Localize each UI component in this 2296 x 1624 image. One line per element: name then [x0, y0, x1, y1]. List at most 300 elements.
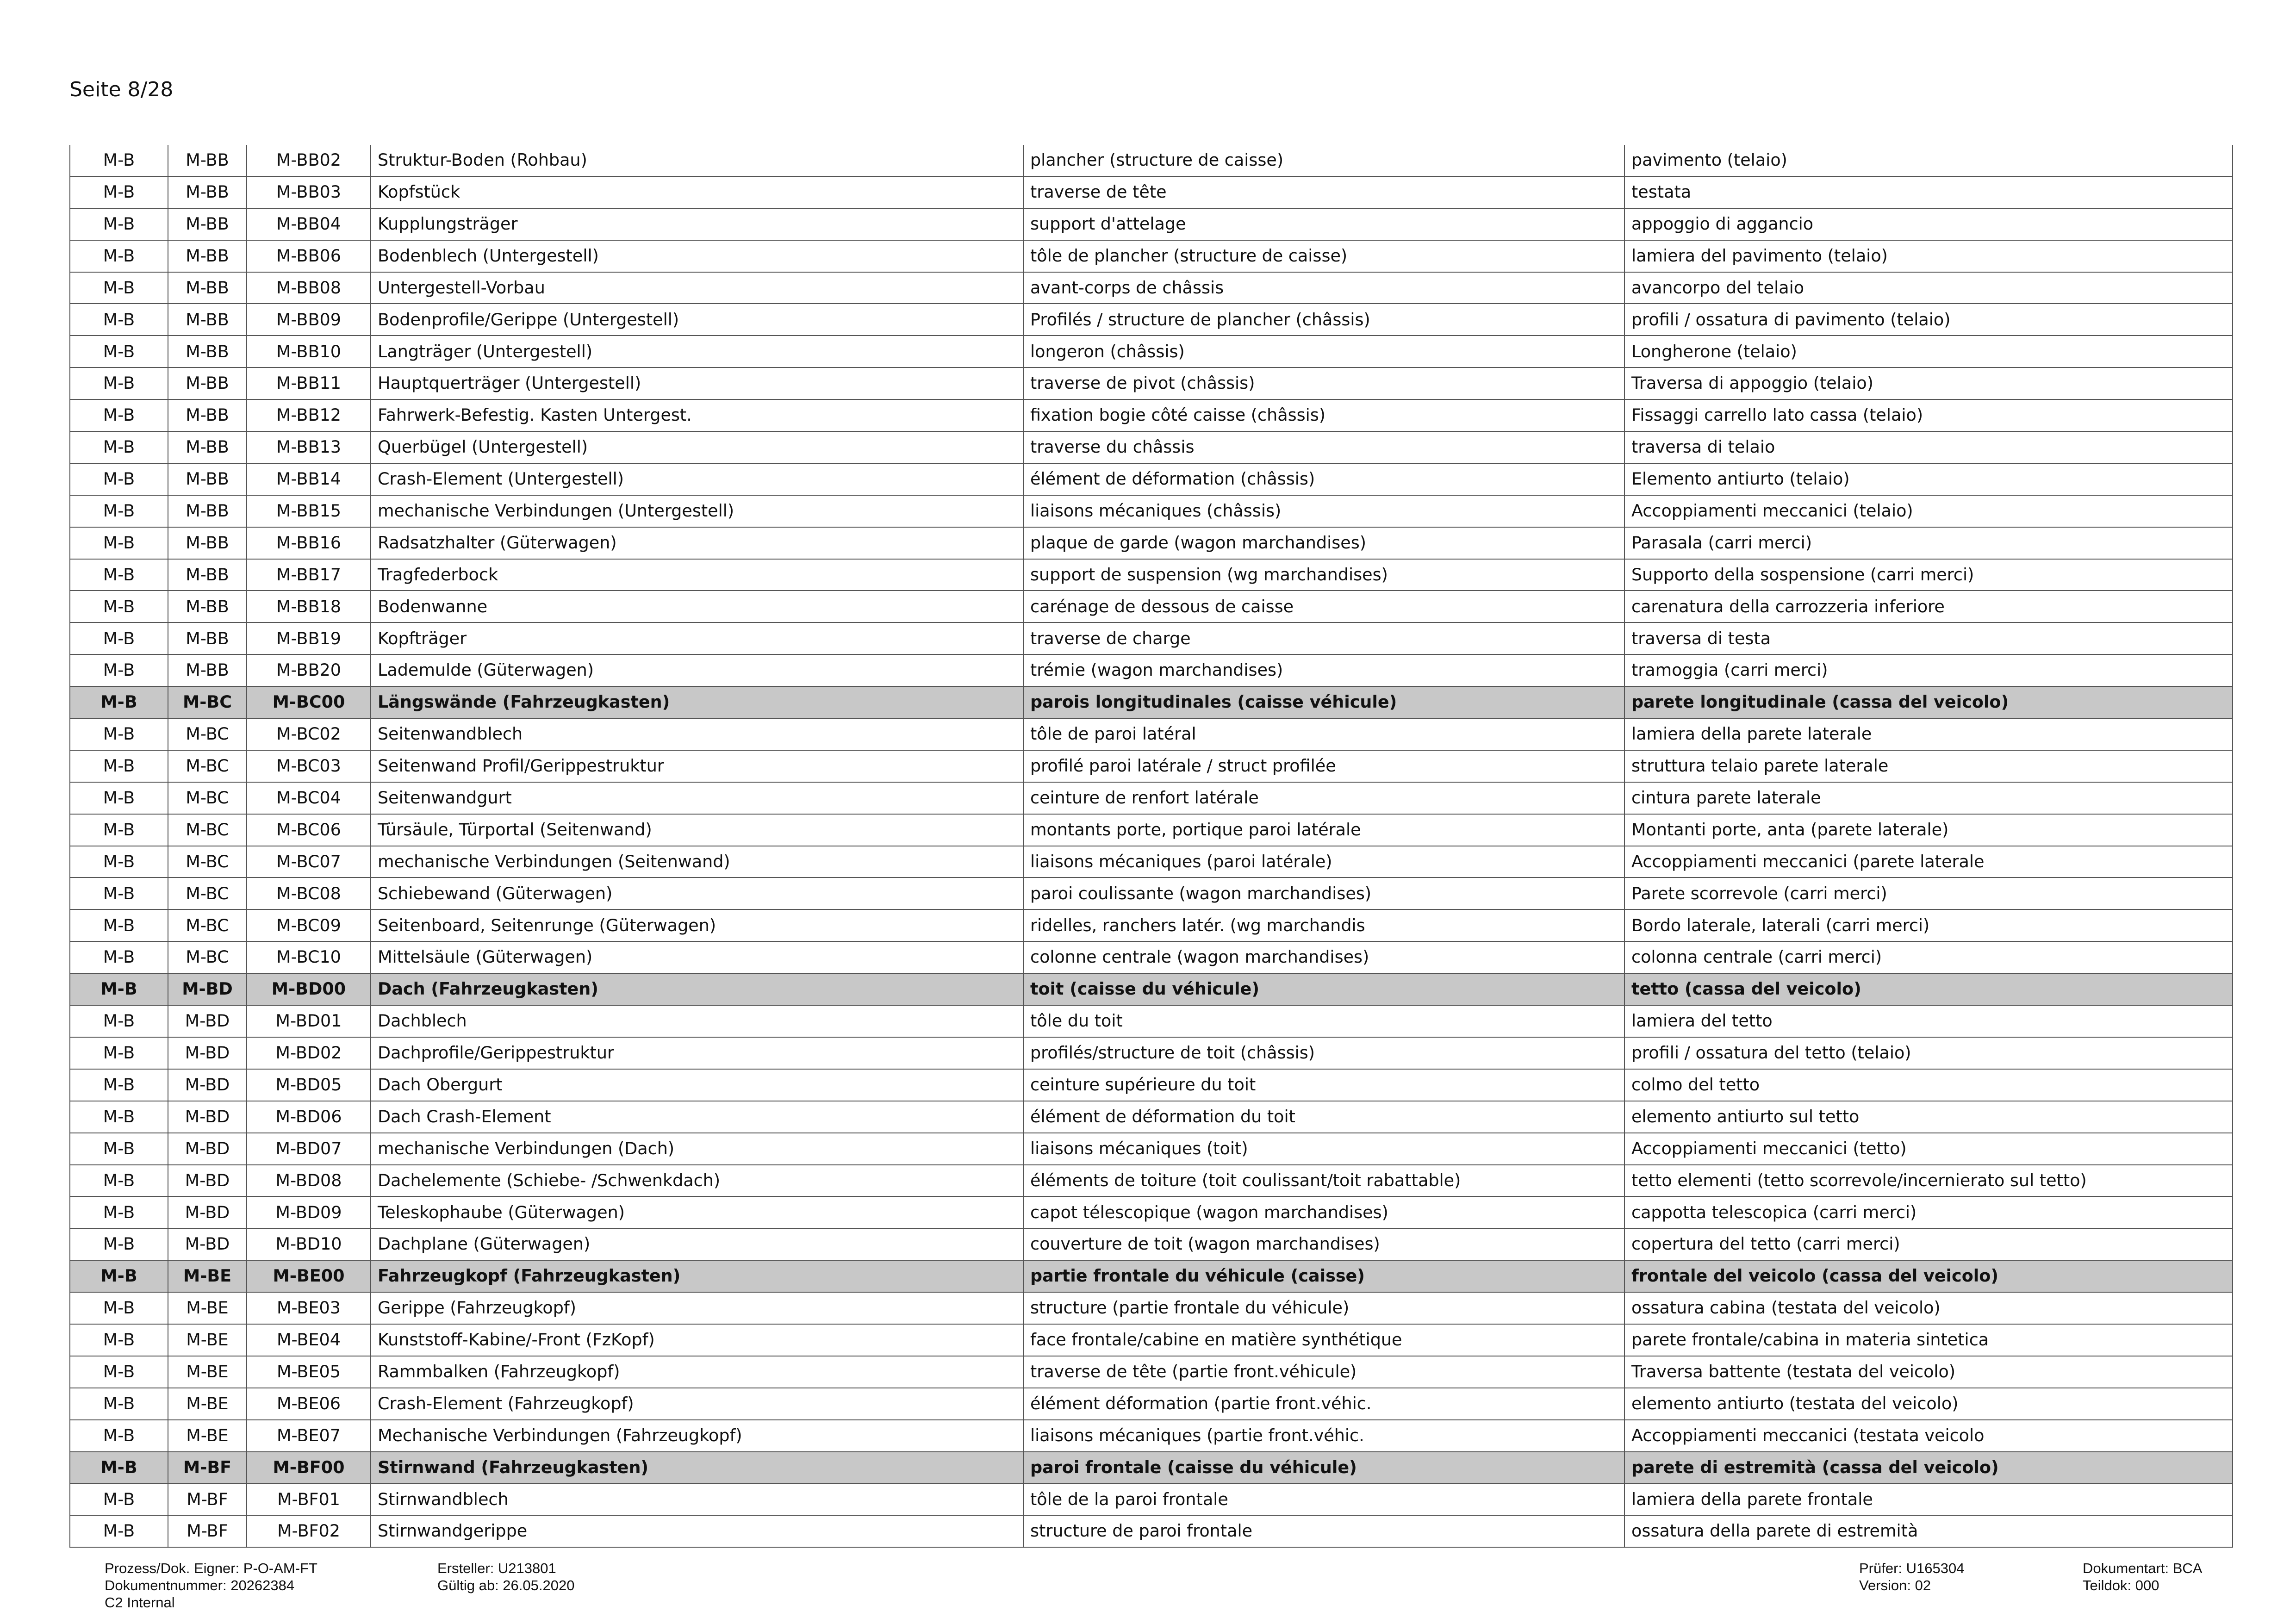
- french-term-cell: liaisons mécaniques (partie front.véhic.: [1023, 1420, 1624, 1452]
- table-group-row: [70, 686, 2233, 718]
- level2-code-cell: M-BB: [168, 399, 247, 431]
- german-term-cell: Hauptquerträger (Untergestell): [371, 367, 1023, 399]
- table-row: [70, 1292, 2233, 1324]
- level2-code-cell: M-BC: [168, 941, 247, 973]
- table-row: [70, 909, 2233, 941]
- footer-doc-type: Dokumentart: BCA: [2083, 1560, 2203, 1576]
- german-term-cell: Mechanische Verbindungen (Fahrzeugkopf): [371, 1420, 1023, 1452]
- level2-code-cell: M-BB: [168, 559, 247, 591]
- level2-code-cell: M-BB: [168, 208, 247, 240]
- level1-code-cell: M-B: [70, 654, 168, 686]
- item-code-cell: M-BB06: [247, 240, 371, 272]
- italian-term-cell: Accoppiamenti meccanici (tetto): [1624, 1133, 2233, 1165]
- french-term-cell: élément de déformation du toit: [1023, 1101, 1624, 1133]
- level2-code-cell: M-BD: [168, 973, 247, 1005]
- table-row: [70, 1324, 2233, 1356]
- table-row: [70, 1133, 2233, 1165]
- level2-code-cell: M-BC: [168, 846, 247, 878]
- footer-valid-from: Gültig ab: 26.05.2020: [437, 1577, 575, 1593]
- level1-code-cell: M-B: [70, 1292, 168, 1324]
- german-term-cell: Stirnwandgerippe: [371, 1515, 1023, 1547]
- footer-creator: Ersteller: U213801: [437, 1560, 556, 1576]
- italian-term-cell: copertura del tetto (carri merci): [1624, 1228, 2233, 1260]
- level1-code-cell: M-B: [70, 495, 168, 527]
- item-code-cell: M-BD01: [247, 1005, 371, 1037]
- french-term-cell: ceinture supérieure du toit: [1023, 1069, 1624, 1101]
- italian-term-cell: Traversa di appoggio (telaio): [1624, 367, 2233, 399]
- italian-term-cell: lamiera del pavimento (telaio): [1624, 240, 2233, 272]
- german-term-cell: Mittelsäule (Güterwagen): [371, 941, 1023, 973]
- footer-owner: Prozess/Dok. Eigner: P-O-AM-FT: [105, 1560, 317, 1576]
- level1-code-cell: M-B: [70, 176, 168, 208]
- item-code-cell: M-BB19: [247, 622, 371, 654]
- french-term-cell: face frontale/cabine en matière synthétique: [1023, 1324, 1624, 1356]
- french-term-cell: élément de déformation (châssis): [1023, 463, 1624, 495]
- german-term-cell: Schiebewand (Güterwagen): [371, 877, 1023, 909]
- level2-code-cell: M-BB: [168, 176, 247, 208]
- italian-term-cell: elemento antiurto sul tetto: [1624, 1101, 2233, 1133]
- italian-term-cell: pavimento (telaio): [1624, 145, 2233, 176]
- table-row: [70, 654, 2233, 686]
- item-code-cell: M-BE06: [247, 1388, 371, 1420]
- level1-code-cell: M-B: [70, 941, 168, 973]
- item-code-cell: M-BE07: [247, 1420, 371, 1452]
- italian-term-cell: parete di estremità (cassa del veicolo): [1624, 1452, 2233, 1484]
- italian-term-cell: carenatura della carrozzeria inferiore: [1624, 591, 2233, 622]
- italian-term-cell: tetto elementi (tetto scorrevole/incernierato sul tetto): [1624, 1165, 2233, 1197]
- level2-code-cell: M-BF: [168, 1452, 247, 1484]
- table-group-row: [70, 1452, 2233, 1484]
- table-row: [70, 1165, 2233, 1197]
- level1-code-cell: M-B: [70, 1483, 168, 1515]
- level2-code-cell: M-BE: [168, 1324, 247, 1356]
- italian-term-cell: avancorpo del telaio: [1624, 272, 2233, 304]
- italian-term-cell: lamiera della parete frontale: [1624, 1483, 2233, 1515]
- table-row: [70, 1005, 2233, 1037]
- level1-code-cell: M-B: [70, 304, 168, 336]
- item-code-cell: M-BB12: [247, 399, 371, 431]
- level2-code-cell: M-BE: [168, 1420, 247, 1452]
- level2-code-cell: M-BF: [168, 1483, 247, 1515]
- french-term-cell: trémie (wagon marchandises): [1023, 654, 1624, 686]
- item-code-cell: M-BB08: [247, 272, 371, 304]
- german-term-cell: Dach (Fahrzeugkasten): [371, 973, 1023, 1005]
- italian-term-cell: elemento antiurto (testata del veicolo): [1624, 1388, 2233, 1420]
- item-code-cell: M-BB10: [247, 336, 371, 367]
- level1-code-cell: M-B: [70, 1133, 168, 1165]
- level1-code-cell: M-B: [70, 145, 168, 176]
- level1-code-cell: M-B: [70, 1228, 168, 1260]
- french-term-cell: élément déformation (partie front.véhic.: [1023, 1388, 1624, 1420]
- level1-code-cell: M-B: [70, 1069, 168, 1101]
- footer-classification: C2 Internal: [105, 1594, 175, 1611]
- table-row: [70, 1515, 2233, 1547]
- french-term-cell: tôle du toit: [1023, 1005, 1624, 1037]
- french-term-cell: ceinture de renfort latérale: [1023, 782, 1624, 814]
- level1-code-cell: M-B: [70, 909, 168, 941]
- item-code-cell: M-BB09: [247, 304, 371, 336]
- item-code-cell: M-BD09: [247, 1196, 371, 1228]
- german-term-cell: Rammbalken (Fahrzeugkopf): [371, 1356, 1023, 1388]
- french-term-cell: toit (caisse du véhicule): [1023, 973, 1624, 1005]
- italian-term-cell: tramoggia (carri merci): [1624, 654, 2233, 686]
- item-code-cell: M-BC10: [247, 941, 371, 973]
- german-term-cell: mechanische Verbindungen (Seitenwand): [371, 846, 1023, 878]
- italian-term-cell: cintura parete laterale: [1624, 782, 2233, 814]
- item-code-cell: M-BD05: [247, 1069, 371, 1101]
- level2-code-cell: M-BC: [168, 686, 247, 718]
- table-row: [70, 1101, 2233, 1133]
- french-term-cell: traverse de pivot (châssis): [1023, 367, 1624, 399]
- level1-code-cell: M-B: [70, 1356, 168, 1388]
- german-term-cell: Längswände (Fahrzeugkasten): [371, 686, 1023, 718]
- french-term-cell: longeron (châssis): [1023, 336, 1624, 367]
- german-term-cell: Seitenwandgurt: [371, 782, 1023, 814]
- level1-code-cell: M-B: [70, 527, 168, 559]
- table-row: [70, 1069, 2233, 1101]
- italian-term-cell: Fissaggi carrello lato cassa (telaio): [1624, 399, 2233, 431]
- french-term-cell: partie frontale du véhicule (caisse): [1023, 1260, 1624, 1292]
- italian-term-cell: Montanti porte, anta (parete laterale): [1624, 814, 2233, 846]
- level2-code-cell: M-BE: [168, 1260, 247, 1292]
- italian-term-cell: Accoppiamenti meccanici (parete laterale: [1624, 846, 2233, 878]
- german-term-cell: Radsatzhalter (Güterwagen): [371, 527, 1023, 559]
- french-term-cell: structure (partie frontale du véhicule): [1023, 1292, 1624, 1324]
- level2-code-cell: M-BD: [168, 1196, 247, 1228]
- level1-code-cell: M-B: [70, 272, 168, 304]
- level2-code-cell: M-BD: [168, 1101, 247, 1133]
- item-code-cell: M-BC07: [247, 846, 371, 878]
- italian-term-cell: frontale del veicolo (cassa del veicolo): [1624, 1260, 2233, 1292]
- french-term-cell: paroi frontale (caisse du véhicule): [1023, 1452, 1624, 1484]
- table-row: [70, 622, 2233, 654]
- german-term-cell: Dach Crash-Element: [371, 1101, 1023, 1133]
- item-code-cell: M-BB11: [247, 367, 371, 399]
- level1-code-cell: M-B: [70, 463, 168, 495]
- table-row: [70, 814, 2233, 846]
- french-term-cell: éléments de toiture (toit coulissant/toit rabattable): [1023, 1165, 1624, 1197]
- item-code-cell: M-BB17: [247, 559, 371, 591]
- italian-term-cell: profili / ossatura del tetto (telaio): [1624, 1037, 2233, 1069]
- level2-code-cell: M-BB: [168, 240, 247, 272]
- french-term-cell: structure de paroi frontale: [1023, 1515, 1624, 1547]
- level1-code-cell: M-B: [70, 367, 168, 399]
- item-code-cell: M-BB20: [247, 654, 371, 686]
- table-row: [70, 176, 2233, 208]
- footer-reviewer: Prüfer: U165304: [1859, 1560, 1965, 1576]
- item-code-cell: M-BD00: [247, 973, 371, 1005]
- level1-code-cell: M-B: [70, 240, 168, 272]
- french-term-cell: carénage de dessous de caisse: [1023, 591, 1624, 622]
- table-row: [70, 750, 2233, 782]
- italian-term-cell: parete frontale/cabina in materia sintetica: [1624, 1324, 2233, 1356]
- italian-term-cell: tetto (cassa del veicolo): [1624, 973, 2233, 1005]
- level1-code-cell: M-B: [70, 208, 168, 240]
- level1-code-cell: M-B: [70, 1388, 168, 1420]
- french-term-cell: couverture de toit (wagon marchandises): [1023, 1228, 1624, 1260]
- italian-term-cell: Longherone (telaio): [1624, 336, 2233, 367]
- level2-code-cell: M-BB: [168, 336, 247, 367]
- page-number: Seite 8/28: [69, 78, 174, 101]
- french-term-cell: liaisons mécaniques (châssis): [1023, 495, 1624, 527]
- item-code-cell: M-BB04: [247, 208, 371, 240]
- italian-term-cell: ossatura della parete di estremità: [1624, 1515, 2233, 1547]
- french-term-cell: tôle de plancher (structure de caisse): [1023, 240, 1624, 272]
- item-code-cell: M-BB02: [247, 145, 371, 176]
- footer-owner-block: [105, 1560, 317, 1611]
- table-row: [70, 782, 2233, 814]
- level2-code-cell: M-BB: [168, 145, 247, 176]
- table-row: [70, 272, 2233, 304]
- german-term-cell: Fahrwerk-Befestig. Kasten Untergest.: [371, 399, 1023, 431]
- french-term-cell: traverse de charge: [1023, 622, 1624, 654]
- level2-code-cell: M-BB: [168, 495, 247, 527]
- french-term-cell: traverse du châssis: [1023, 431, 1624, 463]
- german-term-cell: Bodenwanne: [371, 591, 1023, 622]
- french-term-cell: profilé paroi latérale / struct profilée: [1023, 750, 1624, 782]
- german-term-cell: Querbügel (Untergestell): [371, 431, 1023, 463]
- code-table: [69, 145, 2232, 1548]
- level2-code-cell: M-BF: [168, 1515, 247, 1547]
- level1-code-cell: M-B: [70, 622, 168, 654]
- french-term-cell: avant-corps de châssis: [1023, 272, 1624, 304]
- level2-code-cell: M-BB: [168, 272, 247, 304]
- german-term-cell: Seitenboard, Seitenrunge (Güterwagen): [371, 909, 1023, 941]
- french-term-cell: montants porte, portique paroi latérale: [1023, 814, 1624, 846]
- italian-term-cell: lamiera del tetto: [1624, 1005, 2233, 1037]
- table-row: [70, 463, 2233, 495]
- italian-term-cell: ossatura cabina (testata del veicolo): [1624, 1292, 2233, 1324]
- item-code-cell: M-BB13: [247, 431, 371, 463]
- table-row: [70, 1356, 2233, 1388]
- item-code-cell: M-BE04: [247, 1324, 371, 1356]
- item-code-cell: M-BE03: [247, 1292, 371, 1324]
- level1-code-cell: M-B: [70, 1037, 168, 1069]
- level1-code-cell: M-B: [70, 1005, 168, 1037]
- level1-code-cell: M-B: [70, 559, 168, 591]
- level2-code-cell: M-BD: [168, 1069, 247, 1101]
- table-body: [70, 145, 2233, 1547]
- french-term-cell: support de suspension (wg marchandises): [1023, 559, 1624, 591]
- level1-code-cell: M-B: [70, 1196, 168, 1228]
- french-term-cell: liaisons mécaniques (toit): [1023, 1133, 1624, 1165]
- level1-code-cell: M-B: [70, 1452, 168, 1484]
- french-term-cell: plaque de garde (wagon marchandises): [1023, 527, 1624, 559]
- german-term-cell: Tragfederbock: [371, 559, 1023, 591]
- italian-term-cell: cappotta telescopica (carri merci): [1624, 1196, 2233, 1228]
- level1-code-cell: M-B: [70, 1260, 168, 1292]
- italian-term-cell: colonna centrale (carri merci): [1624, 941, 2233, 973]
- german-term-cell: Kupplungsträger: [371, 208, 1023, 240]
- item-code-cell: M-BB14: [247, 463, 371, 495]
- table-row: [70, 559, 2233, 591]
- table-row: [70, 877, 2233, 909]
- french-term-cell: tôle de paroi latéral: [1023, 718, 1624, 750]
- german-term-cell: mechanische Verbindungen (Dach): [371, 1133, 1023, 1165]
- table-row: [70, 399, 2233, 431]
- german-term-cell: Stirnwandblech: [371, 1483, 1023, 1515]
- level2-code-cell: M-BB: [168, 463, 247, 495]
- item-code-cell: M-BC09: [247, 909, 371, 941]
- level2-code-cell: M-BD: [168, 1037, 247, 1069]
- italian-term-cell: parete longitudinale (cassa del veicolo): [1624, 686, 2233, 718]
- level2-code-cell: M-BE: [168, 1356, 247, 1388]
- level1-code-cell: M-B: [70, 846, 168, 878]
- footer-version: Version: 02: [1859, 1577, 1931, 1593]
- item-code-cell: M-BB15: [247, 495, 371, 527]
- table-row: [70, 1228, 2233, 1260]
- french-term-cell: paroi coulissante (wagon marchandises): [1023, 877, 1624, 909]
- table-row: [70, 941, 2233, 973]
- italian-term-cell: Bordo laterale, laterali (carri merci): [1624, 909, 2233, 941]
- level2-code-cell: M-BD: [168, 1005, 247, 1037]
- level1-code-cell: M-B: [70, 1324, 168, 1356]
- footer-creator-block: [437, 1560, 574, 1594]
- italian-term-cell: testata: [1624, 176, 2233, 208]
- italian-term-cell: Accoppiamenti meccanici (telaio): [1624, 495, 2233, 527]
- italian-term-cell: traversa di testa: [1624, 622, 2233, 654]
- french-term-cell: parois longitudinales (caisse véhicule): [1023, 686, 1624, 718]
- italian-term-cell: lamiera della parete laterale: [1624, 718, 2233, 750]
- table-row: [70, 495, 2233, 527]
- german-term-cell: Teleskophaube (Güterwagen): [371, 1196, 1023, 1228]
- german-term-cell: Dachblech: [371, 1005, 1023, 1037]
- table-row: [70, 145, 2233, 176]
- german-term-cell: Bodenprofile/Gerippe (Untergestell): [371, 304, 1023, 336]
- french-term-cell: ridelles, ranchers latér. (wg marchandis: [1023, 909, 1624, 941]
- item-code-cell: M-BF02: [247, 1515, 371, 1547]
- table-row: [70, 1196, 2233, 1228]
- italian-term-cell: appoggio di aggancio: [1624, 208, 2233, 240]
- german-term-cell: Dach Obergurt: [371, 1069, 1023, 1101]
- footer-doctype-block: [2083, 1560, 2202, 1594]
- level2-code-cell: M-BD: [168, 1165, 247, 1197]
- item-code-cell: M-BC00: [247, 686, 371, 718]
- item-code-cell: M-BC02: [247, 718, 371, 750]
- level1-code-cell: M-B: [70, 1101, 168, 1133]
- table-row: [70, 527, 2233, 559]
- german-term-cell: Crash-Element (Untergestell): [371, 463, 1023, 495]
- french-term-cell: profilés/structure de toit (châssis): [1023, 1037, 1624, 1069]
- german-term-cell: Stirnwand (Fahrzeugkasten): [371, 1452, 1023, 1484]
- table-row: [70, 1388, 2233, 1420]
- level1-code-cell: M-B: [70, 814, 168, 846]
- level2-code-cell: M-BC: [168, 814, 247, 846]
- french-term-cell: colonne centrale (wagon marchandises): [1023, 941, 1624, 973]
- table-row: [70, 304, 2233, 336]
- german-term-cell: Türsäule, Türportal (Seitenwand): [371, 814, 1023, 846]
- german-term-cell: Langträger (Untergestell): [371, 336, 1023, 367]
- french-term-cell: plancher (structure de caisse): [1023, 145, 1624, 176]
- german-term-cell: Dachplane (Güterwagen): [371, 1228, 1023, 1260]
- level1-code-cell: M-B: [70, 336, 168, 367]
- french-term-cell: capot télescopique (wagon marchandises): [1023, 1196, 1624, 1228]
- level1-code-cell: M-B: [70, 591, 168, 622]
- level1-code-cell: M-B: [70, 1420, 168, 1452]
- french-term-cell: Profilés / structure de plancher (châssis): [1023, 304, 1624, 336]
- item-code-cell: M-BB18: [247, 591, 371, 622]
- german-term-cell: Struktur-Boden (Rohbau): [371, 145, 1023, 176]
- italian-term-cell: Parasala (carri merci): [1624, 527, 2233, 559]
- table-row: [70, 336, 2233, 367]
- italian-term-cell: Elemento antiurto (telaio): [1624, 463, 2233, 495]
- item-code-cell: M-BD02: [247, 1037, 371, 1069]
- level2-code-cell: M-BD: [168, 1228, 247, 1260]
- german-term-cell: Kopfträger: [371, 622, 1023, 654]
- level1-code-cell: M-B: [70, 1515, 168, 1547]
- level1-code-cell: M-B: [70, 750, 168, 782]
- level2-code-cell: M-BB: [168, 654, 247, 686]
- footer-part-doc: Teildok: 000: [2083, 1577, 2159, 1593]
- level1-code-cell: M-B: [70, 973, 168, 1005]
- table-row: [70, 718, 2233, 750]
- level2-code-cell: M-BB: [168, 367, 247, 399]
- italian-term-cell: traversa di telaio: [1624, 431, 2233, 463]
- italian-term-cell: Supporto della sospensione (carri merci): [1624, 559, 2233, 591]
- item-code-cell: M-BD07: [247, 1133, 371, 1165]
- footer-doc-number: Dokumentnummer: 20262384: [105, 1577, 295, 1593]
- german-term-cell: Kopfstück: [371, 176, 1023, 208]
- level2-code-cell: M-BE: [168, 1388, 247, 1420]
- table-group-row: [70, 973, 2233, 1005]
- item-code-cell: M-BD06: [247, 1101, 371, 1133]
- table-row: [70, 208, 2233, 240]
- level2-code-cell: M-BB: [168, 431, 247, 463]
- level1-code-cell: M-B: [70, 782, 168, 814]
- table-row: [70, 591, 2233, 622]
- german-term-cell: Dachprofile/Gerippestruktur: [371, 1037, 1023, 1069]
- level2-code-cell: M-BB: [168, 527, 247, 559]
- german-term-cell: mechanische Verbindungen (Untergestell): [371, 495, 1023, 527]
- level1-code-cell: M-B: [70, 399, 168, 431]
- item-code-cell: M-BC04: [247, 782, 371, 814]
- item-code-cell: M-BC08: [247, 877, 371, 909]
- german-term-cell: Dachelemente (Schiebe- /Schwenkdach): [371, 1165, 1023, 1197]
- item-code-cell: M-BE05: [247, 1356, 371, 1388]
- german-term-cell: Bodenblech (Untergestell): [371, 240, 1023, 272]
- table-row: [70, 240, 2233, 272]
- french-term-cell: traverse de tête: [1023, 176, 1624, 208]
- level2-code-cell: M-BC: [168, 718, 247, 750]
- level1-code-cell: M-B: [70, 1165, 168, 1197]
- level1-code-cell: M-B: [70, 877, 168, 909]
- french-term-cell: tôle de la paroi frontale: [1023, 1483, 1624, 1515]
- table-row: [70, 1483, 2233, 1515]
- item-code-cell: M-BF00: [247, 1452, 371, 1484]
- italian-term-cell: Accoppiamenti meccanici (testata veicolo: [1624, 1420, 2233, 1452]
- level1-code-cell: M-B: [70, 431, 168, 463]
- german-term-cell: Seitenwandblech: [371, 718, 1023, 750]
- level1-code-cell: M-B: [70, 686, 168, 718]
- level2-code-cell: M-BC: [168, 877, 247, 909]
- italian-term-cell: Traversa battente (testata del veicolo): [1624, 1356, 2233, 1388]
- italian-term-cell: struttura telaio parete laterale: [1624, 750, 2233, 782]
- footer-reviewer-block: [1859, 1560, 1964, 1594]
- item-code-cell: M-BE00: [247, 1260, 371, 1292]
- german-term-cell: Seitenwand Profil/Gerippestruktur: [371, 750, 1023, 782]
- level2-code-cell: M-BB: [168, 304, 247, 336]
- table-row: [70, 846, 2233, 878]
- level2-code-cell: M-BC: [168, 909, 247, 941]
- item-code-cell: M-BB16: [247, 527, 371, 559]
- level2-code-cell: M-BE: [168, 1292, 247, 1324]
- level2-code-cell: M-BC: [168, 750, 247, 782]
- french-term-cell: traverse de tête (partie front.véhicule): [1023, 1356, 1624, 1388]
- level2-code-cell: M-BB: [168, 622, 247, 654]
- french-term-cell: liaisons mécaniques (paroi latérale): [1023, 846, 1624, 878]
- table-row: [70, 367, 2233, 399]
- level2-code-cell: M-BD: [168, 1133, 247, 1165]
